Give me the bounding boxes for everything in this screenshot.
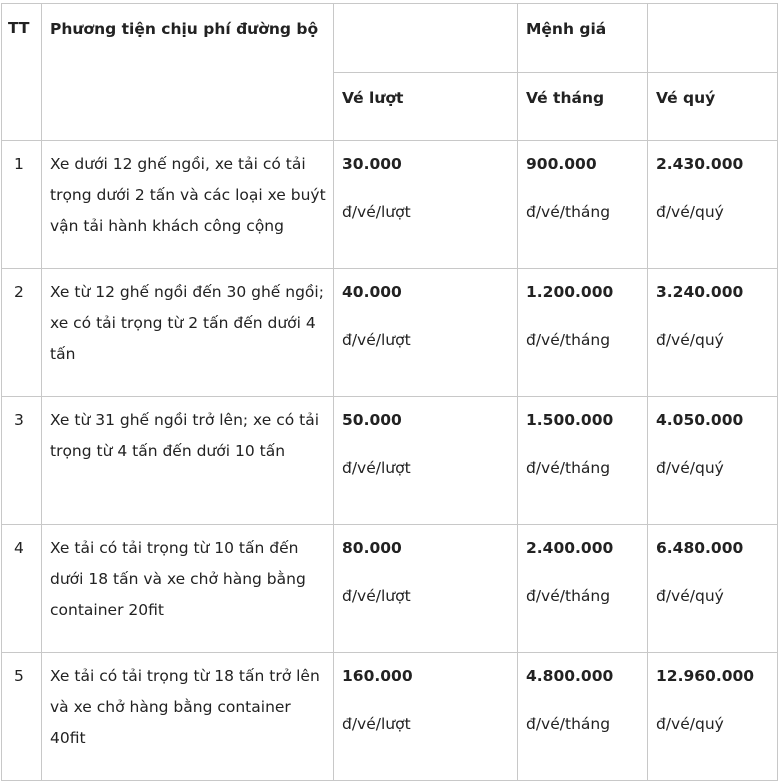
- trip-price-cell: [334, 525, 518, 653]
- quarter-price-cell: [648, 653, 778, 781]
- quarter-unit: đ/vé/quý: [656, 203, 724, 221]
- header-ticket-quarter: Vé quý: [648, 73, 778, 141]
- quarter-unit: đ/vé/quý: [656, 459, 724, 477]
- table-row: [2, 269, 778, 397]
- quarter-unit: đ/vé/quý: [656, 331, 724, 349]
- quarter-price: 3.240.000: [656, 283, 744, 301]
- table-row: [2, 141, 778, 269]
- month-price: 4.800.000: [526, 667, 614, 685]
- quarter-price: 6.480.000: [656, 539, 744, 557]
- month-unit: đ/vé/tháng: [526, 459, 611, 477]
- trip-price-cell: [334, 269, 518, 397]
- trip-price: 80.000: [342, 539, 402, 557]
- month-unit: đ/vé/tháng: [526, 587, 611, 605]
- table-row: [2, 525, 778, 653]
- table-row: [2, 397, 778, 525]
- quarter-price: 4.050.000: [656, 411, 744, 429]
- header-empty-left: [334, 4, 518, 73]
- header-denomination: Mệnh giá: [518, 4, 648, 73]
- quarter-unit: đ/vé/quý: [656, 715, 724, 733]
- vehicle-description: Xe dưới 12 ghế ngồi, xe tải có tải trọng dưới 2 tấn và các loại xe buýt vận tải hành khách công cộng: [42, 141, 334, 269]
- row-number: 5: [2, 653, 42, 781]
- month-price-cell: [518, 653, 648, 781]
- trip-price-cell: [334, 141, 518, 269]
- quarter-price: 12.960.000: [656, 667, 755, 685]
- month-price-cell: [518, 397, 648, 525]
- header-empty-right: [648, 4, 778, 73]
- row-number: 3: [2, 397, 42, 525]
- row-number: 2: [2, 269, 42, 397]
- row-number: 4: [2, 525, 42, 653]
- month-unit: đ/vé/tháng: [526, 203, 611, 221]
- vehicle-description: Xe tải có tải trọng từ 18 tấn trở lên và xe chở hàng bằng container 40fit: [42, 653, 334, 781]
- month-price-cell: [518, 525, 648, 653]
- vehicle-description: Xe từ 31 ghế ngồi trở lên; xe có tải trọng từ 4 tấn đến dưới 10 tấn: [42, 397, 334, 525]
- quarter-price-cell: [648, 269, 778, 397]
- vehicle-description: Xe tải có tải trọng từ 10 tấn đến dưới 18 tấn và xe chở hàng bằng container 20fit: [42, 525, 334, 653]
- quarter-price: 2.430.000: [656, 155, 744, 173]
- quarter-unit: đ/vé/quý: [656, 587, 724, 605]
- table-header-row-1: [2, 4, 778, 73]
- month-price: 1.500.000: [526, 411, 614, 429]
- vehicle-description: Xe từ 12 ghế ngồi đến 30 ghế ngồi; xe có tải trọng từ 2 tấn đến dưới 4 tấn: [42, 269, 334, 397]
- month-unit: đ/vé/tháng: [526, 715, 611, 733]
- table-row: [2, 653, 778, 781]
- quarter-price-cell: [648, 397, 778, 525]
- month-price-cell: [518, 269, 648, 397]
- trip-unit: đ/vé/lượt: [342, 203, 411, 221]
- trip-unit: đ/vé/lượt: [342, 715, 411, 733]
- trip-unit: đ/vé/lượt: [342, 331, 411, 349]
- road-fee-table: [1, 3, 778, 781]
- header-ticket-month: Vé tháng: [518, 73, 648, 141]
- month-price: 900.000: [526, 155, 597, 173]
- row-number: 1: [2, 141, 42, 269]
- trip-price: 40.000: [342, 283, 402, 301]
- month-unit: đ/vé/tháng: [526, 331, 611, 349]
- month-price-cell: [518, 141, 648, 269]
- trip-unit: đ/vé/lượt: [342, 459, 411, 477]
- header-ticket-trip: Vé lượt: [334, 73, 518, 141]
- quarter-price-cell: [648, 141, 778, 269]
- trip-price: 50.000: [342, 411, 402, 429]
- month-price: 1.200.000: [526, 283, 614, 301]
- header-vehicle: Phương tiện chịu phí đường bộ: [42, 4, 334, 141]
- trip-price: 30.000: [342, 155, 402, 173]
- trip-price-cell: [334, 653, 518, 781]
- trip-price: 160.000: [342, 667, 413, 685]
- month-price: 2.400.000: [526, 539, 614, 557]
- trip-unit: đ/vé/lượt: [342, 587, 411, 605]
- trip-price-cell: [334, 397, 518, 525]
- quarter-price-cell: [648, 525, 778, 653]
- header-tt: TT: [2, 4, 42, 141]
